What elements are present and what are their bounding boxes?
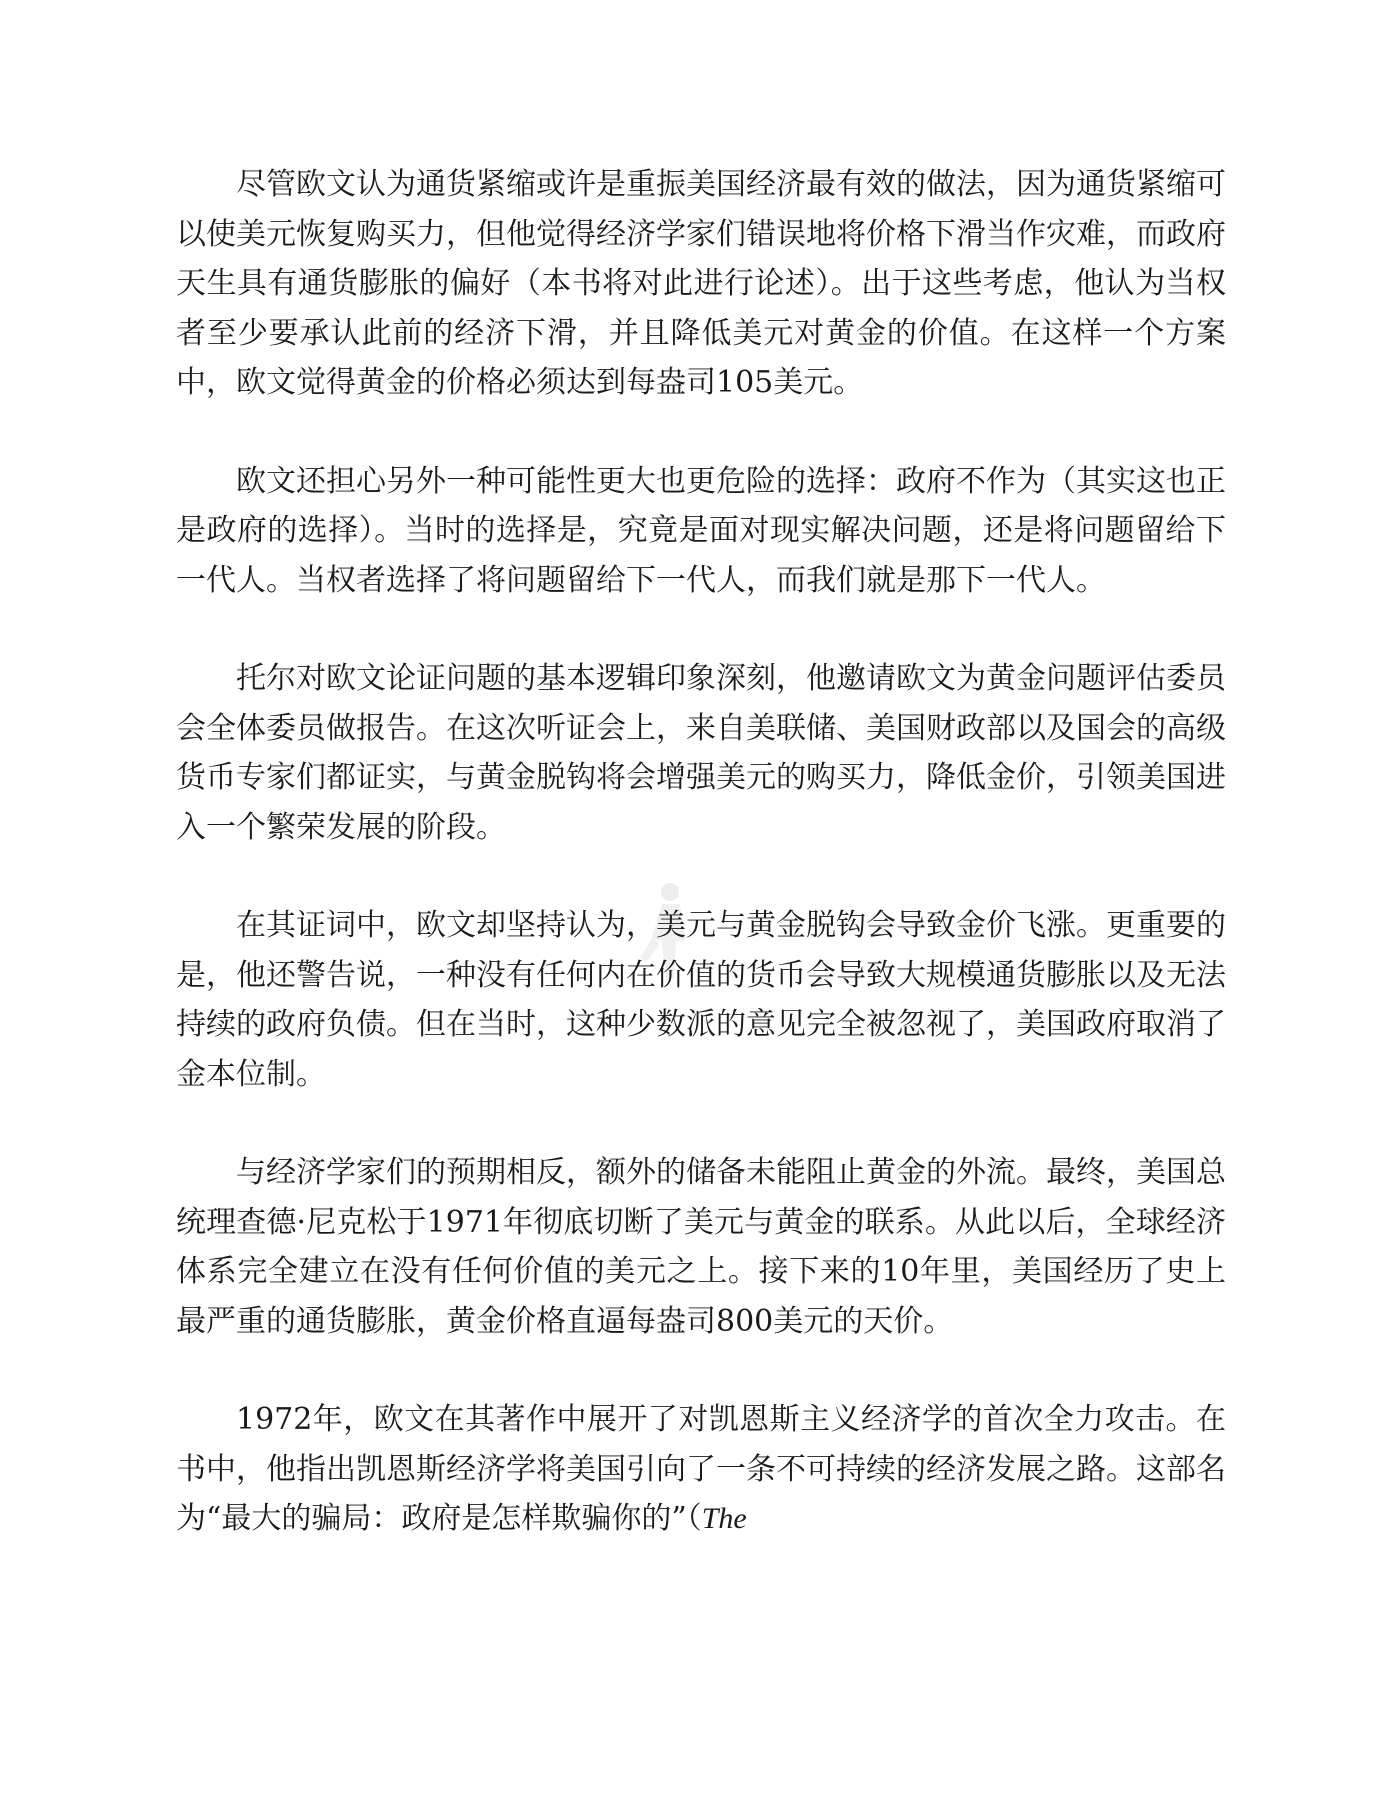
paragraph-6 (176, 1395, 1226, 1544)
paragraph-3: 托尔对欧文论证问题的基本逻辑印象深刻，他邀请欧文为黄金问题评估委员会全体委员做报告。在这次听证会上，来自美联储、美国财政部以及国会的高级货币专家们都证实，与黄金脱钩将会增强美元的购买力，降低金价，引领美国进入一个繁荣发展的阶段。 (176, 661, 1226, 845)
paragraph-6-text: 1972年，欧文在其著作中展开了对凯恩斯主义经济学的首次全力攻击。在书中，他指出凯恩斯经济学将美国引向了一条不可持续的经济发展之路。这部名为“最大的骗局：政府是怎样欺骗你的”（ (176, 1402, 1226, 1536)
paragraph-5: 与经济学家们的预期相反，额外的储备未能阻止黄金的外流。最终，美国总统理查德·尼克松于1971年彻底切断了美元与黄金的联系。从此以后，全球经济体系完全建立在没有任何价值的美元之上。接下来的10年里，美国经历了史上最严重的通货膨胀，黄金价格直逼每盎司800美元的天价。 (176, 1155, 1226, 1339)
paragraph-1: 尽管欧文认为通货紧缩或许是重振美国经济最有效的做法，因为通货紧缩可以使美元恢复购买力，但他觉得经济学家们错误地将价格下滑当作灾难，而政府天生具有通货膨胀的偏好（本书将对此进行论述）。出于这些考虑，他认为当权者至少要承认此前的经济下滑，并且降低美元对黄金的价值。在这样一个方案中，欧文觉得黄金的价格必须达到每盎司105美元。 (176, 167, 1226, 400)
document-body (176, 160, 1226, 1544)
paragraph-4: 在其证词中，欧文却坚持认为，美元与黄金脱钩会导致金价飞涨。更重要的是，他还警告说，一种没有任何内在价值的货币会导致大规模通货膨胀以及无法持续的政府负债。但在当时，这种少数派的意见完全被忽视了，美国政府取消了金本位制。 (176, 908, 1226, 1092)
paragraph-2: 欧文还担心另外一种可能性更大也更危险的选择：政府不作为（其实这也正是政府的选择）。当时的选择是，究竟是面对现实解决问题，还是将问题留给下一代人。当权者选择了将问题留给下一代人，而我们就是那下一代人。 (176, 463, 1226, 598)
paragraph-6-english-title: The (701, 1502, 747, 1535)
